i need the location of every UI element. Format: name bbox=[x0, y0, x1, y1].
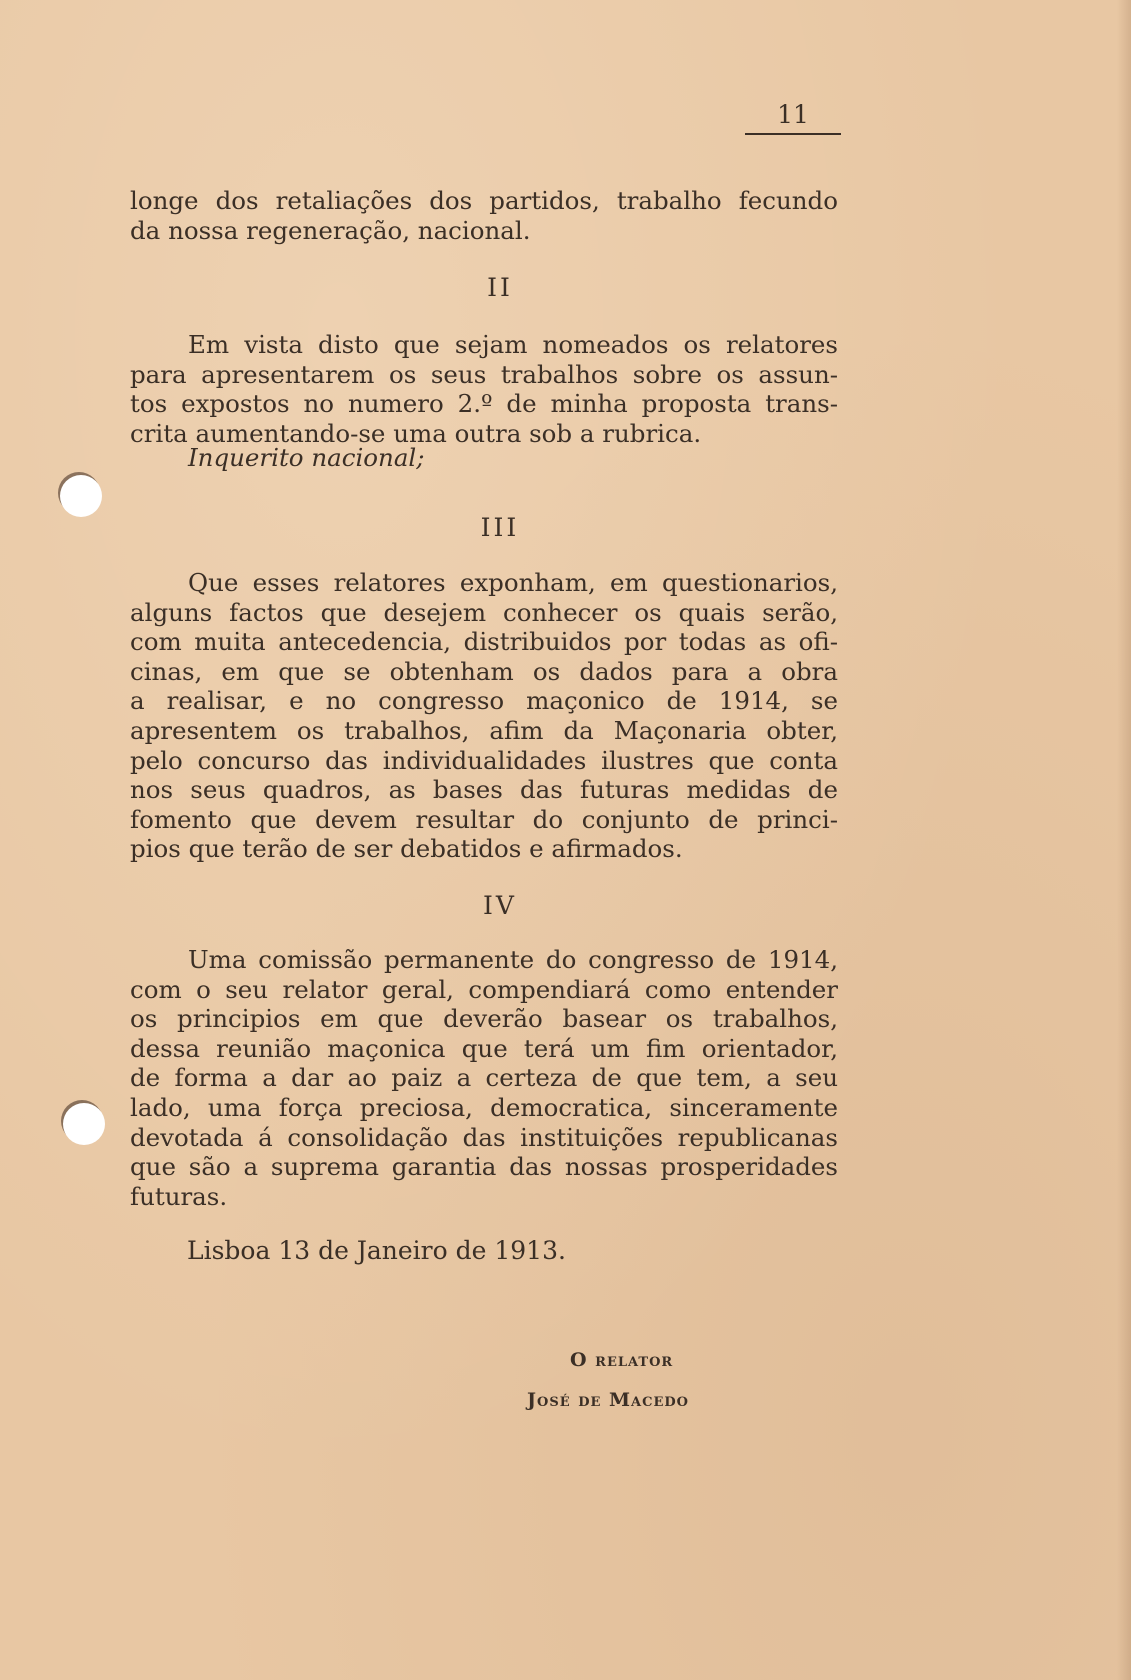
text-line: cinas, em que se obtenham os dados para a obra bbox=[130, 656, 838, 686]
section-heading-iii: III bbox=[480, 513, 520, 542]
text-line: tos expostos no numero 2.º de minha proposta trans- bbox=[130, 389, 838, 419]
text-line: a realisar, e no congresso maçonico de 1914, se bbox=[130, 686, 838, 716]
section-ii-body bbox=[130, 330, 838, 448]
punch-hole-bottom bbox=[63, 1103, 105, 1145]
text-line: Em vista disto que sejam nomeados os relatores bbox=[188, 330, 838, 359]
text-line: pelo concurso das individualidades ilustres que conta bbox=[130, 745, 838, 775]
paragraph-continuation bbox=[130, 186, 838, 245]
text-line: lado, uma força preciosa, democratica, sinceramente bbox=[130, 1092, 838, 1122]
page-number: 11 bbox=[745, 100, 841, 135]
rubric-line bbox=[188, 443, 425, 473]
text-line: com o seu relator geral, compendiará como entender bbox=[130, 974, 838, 1004]
text-line: futuras. bbox=[130, 1181, 228, 1211]
text-line: Que esses relatores exponham, em questionarios, bbox=[188, 568, 838, 597]
text-line: fomento que devem resultar do conjunto de princi- bbox=[130, 804, 838, 834]
text-line: pios que terão de ser debatidos e afirmados. bbox=[130, 834, 683, 864]
signature-role: O relator bbox=[570, 1349, 674, 1371]
signature-name: José de Macedo bbox=[527, 1389, 689, 1411]
text-line: apresentem os trabalhos, afim da Maçonaria obter, bbox=[130, 715, 838, 745]
section-iv-body bbox=[130, 945, 838, 1211]
punch-hole-top bbox=[60, 475, 102, 517]
section-heading-ii: II bbox=[487, 273, 513, 302]
section-iii-body bbox=[130, 568, 838, 864]
text-line: devotada á consolidação das instituições republicanas bbox=[130, 1122, 838, 1152]
text-line: para apresentarem os seus trabalhos sobre os assun- bbox=[130, 359, 838, 389]
text-line: nos seus quadros, as bases das futuras medidas de bbox=[130, 775, 838, 805]
text-line: longe dos retaliações dos partidos, trabalho fecundo bbox=[130, 186, 838, 215]
text-line: que são a suprema garantia das nossas prosperidades bbox=[130, 1152, 838, 1182]
rubric-suffix: ; bbox=[416, 443, 425, 472]
text-line: os principios em que deverão basear os trabalhos, bbox=[130, 1004, 838, 1034]
text-line: crita aumentando-se uma outra sob a rubrica. bbox=[130, 418, 702, 448]
rubric-italic: Inquerito nacional bbox=[188, 443, 417, 472]
text-line: dessa reunião maçonica que terá um fim orientador, bbox=[130, 1033, 838, 1063]
text-line: de forma a dar ao paiz a certeza de que tem, a seu bbox=[130, 1063, 838, 1093]
page-edge-shadow bbox=[1117, 0, 1131, 1680]
text-line: Uma comissão permanente do congresso de 1914, bbox=[188, 945, 838, 974]
text-line: da nossa regeneração, nacional. bbox=[130, 215, 531, 245]
text-line: alguns factos que desejem conhecer os quais serão, bbox=[130, 597, 838, 627]
closing-date: Lisboa 13 de Janeiro de 1913. bbox=[187, 1236, 566, 1265]
text-line: com muita antecedencia, distribuidos por todas as ofi- bbox=[130, 627, 838, 657]
section-heading-iv: IV bbox=[483, 891, 517, 920]
